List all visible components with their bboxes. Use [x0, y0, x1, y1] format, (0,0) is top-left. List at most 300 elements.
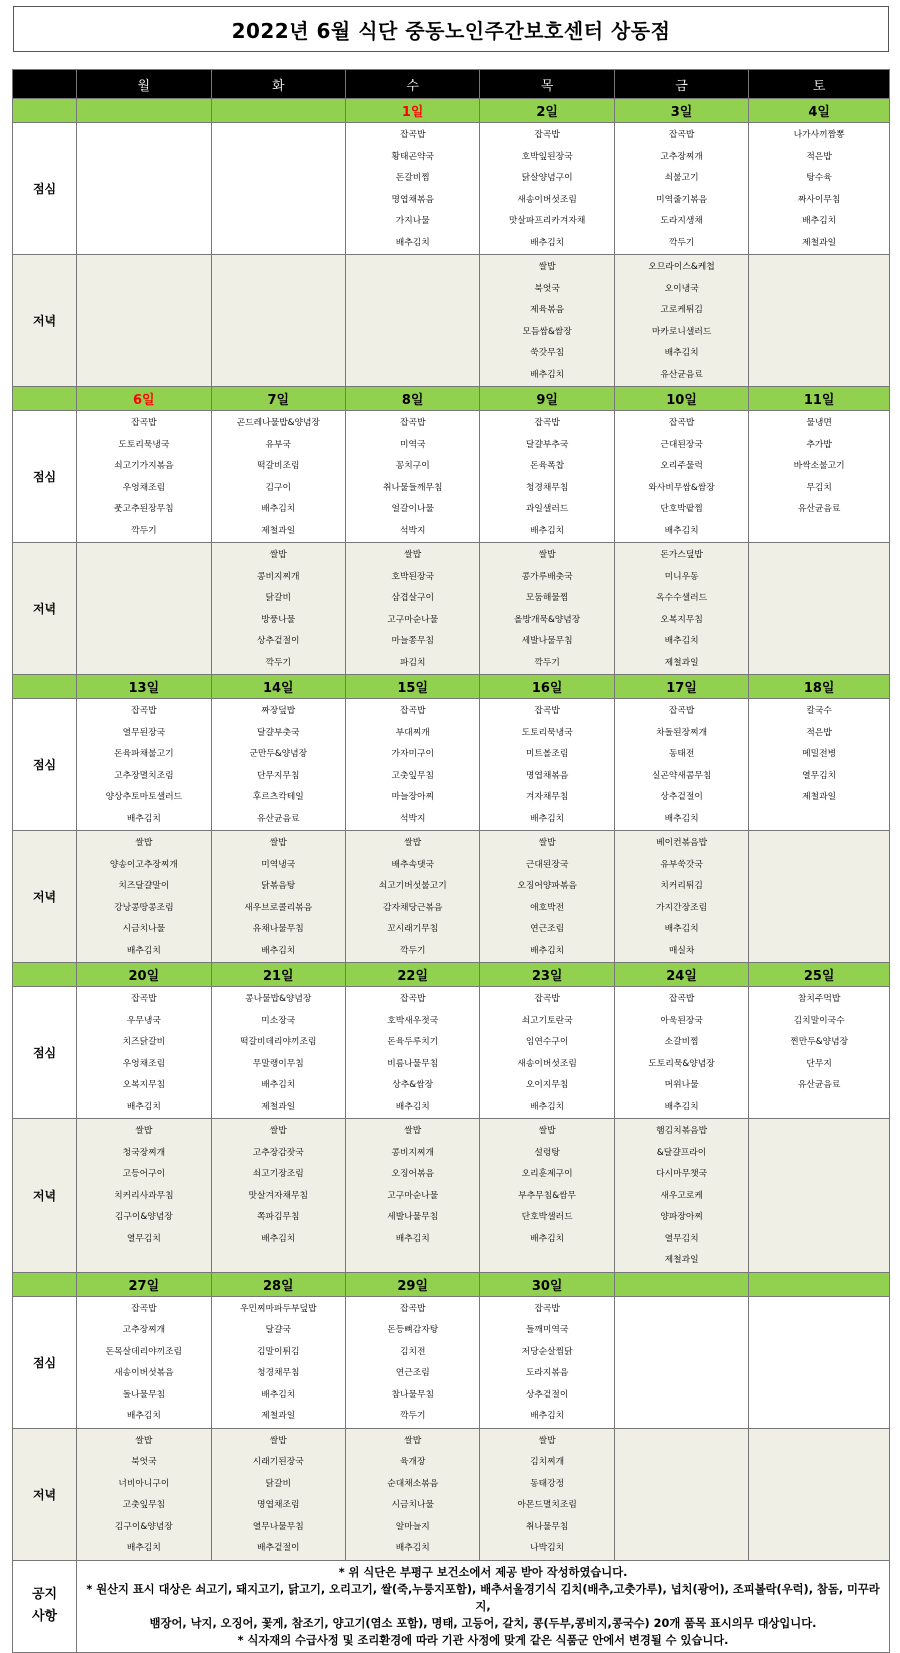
- menu-item-list: [480, 1429, 613, 1560]
- menu-item: 상추겉절이: [525, 1389, 569, 1400]
- menu-item: 맛살파프리카겨자채: [508, 216, 586, 226]
- menu-item: 고춧잎무침: [122, 1500, 166, 1510]
- menu-item: 참치주먹밥: [797, 994, 841, 1004]
- date-row: [13, 675, 890, 699]
- lunch-menu-cell: [614, 987, 748, 1119]
- menu-item: 도라지생채: [660, 216, 703, 226]
- dinner-menu-cell: [614, 255, 748, 387]
- menu-item: 탕수육: [806, 173, 832, 183]
- menu-item: 돈육두루치기: [387, 1037, 439, 1047]
- menu-item: 모둠해물찜: [525, 593, 569, 603]
- menu-item: 육개장: [399, 1457, 426, 1467]
- menu-item: 닭갈비: [265, 593, 292, 603]
- menu-item: 잡곡밥: [534, 994, 560, 1004]
- date-cell: 21일: [211, 963, 345, 987]
- menu-item: 올방개묵&양념장: [513, 614, 581, 625]
- menu-item: 잡곡밥: [399, 994, 426, 1004]
- menu-item: 삼겹살구이: [391, 593, 434, 603]
- dinner-menu-cell: [749, 543, 890, 675]
- dinner-menu-cell: [345, 255, 479, 387]
- menu-item: 꽁치구이: [395, 461, 430, 471]
- dinner-row: [13, 255, 890, 387]
- menu-item: 후르츠칵테일: [252, 792, 304, 802]
- date-cell: [749, 1272, 890, 1296]
- lunch-row: [13, 123, 890, 255]
- corner-cell: [13, 70, 77, 99]
- menu-item: 군만두&양념장: [249, 749, 308, 759]
- menu-item: 오이지무침: [525, 1080, 569, 1090]
- menu-item: 배추김치: [261, 504, 296, 514]
- lunch-row: [13, 411, 890, 543]
- lunch-menu-cell: [345, 123, 479, 255]
- menu-item: 깍두기: [399, 945, 426, 956]
- menu-item: 깍두기: [668, 237, 695, 248]
- menu-item: 쌀밥: [538, 262, 556, 272]
- menu-item: 고구마순나물: [387, 614, 439, 625]
- menu-item: 청경채무침: [257, 1368, 300, 1378]
- menu-item: 과일샐러드: [525, 504, 569, 514]
- menu-item: 쌀밥: [538, 550, 556, 560]
- menu-item: 달걀국: [265, 1325, 292, 1335]
- menu-item: 배추겉절이: [257, 1543, 300, 1553]
- menu-item: 취나물들깨무침: [382, 482, 443, 493]
- menu-item-list: [346, 411, 479, 542]
- lunch-menu-cell: [480, 411, 614, 543]
- menu-item: 쌀밥: [404, 1435, 422, 1446]
- menu-item-list: [77, 123, 210, 125]
- menu-item: 배추김치: [530, 525, 565, 536]
- menu-item-list: [212, 699, 345, 830]
- menu-item: 풋고추된장무침: [114, 504, 174, 514]
- menu-item-list: [749, 1297, 889, 1299]
- date-cell: 28일: [211, 1272, 345, 1296]
- menu-item: 오징어양파볶음: [517, 881, 577, 891]
- date-cell: 22일: [345, 963, 479, 987]
- meal-label: 저녁: [13, 543, 77, 675]
- menu-item-list: [615, 1429, 748, 1431]
- menu-item: 잡곡밥: [668, 994, 695, 1004]
- dinner-menu-cell: [614, 543, 748, 675]
- dinner-row: [13, 1119, 890, 1273]
- menu-item: 돈등뼈감자탕: [387, 1325, 439, 1335]
- menu-item: 배추김치: [126, 813, 161, 824]
- menu-item: 실곤약새콤무침: [651, 770, 712, 781]
- dinner-row: [13, 543, 890, 675]
- day-header: 수: [345, 70, 479, 99]
- menu-item: 명엽채조림: [257, 1500, 300, 1510]
- menu-item: 김치전: [399, 1346, 426, 1357]
- menu-table: [12, 69, 890, 1653]
- meal-label: 점심: [13, 123, 77, 255]
- menu-item: 시금치나물: [391, 1500, 434, 1510]
- date-cell: 8일: [345, 387, 479, 411]
- menu-item: 김말이튀김: [257, 1346, 300, 1357]
- menu-item: 미역국: [399, 439, 426, 450]
- menu-item: 호박된장국: [391, 571, 434, 582]
- menu-item: 배추김치: [664, 636, 699, 646]
- menu-item: 모듬쌈&쌈장: [522, 326, 572, 337]
- lunch-menu-cell: [345, 411, 479, 543]
- menu-item: 배추김치: [664, 813, 699, 824]
- dinner-menu-cell: [480, 543, 614, 675]
- menu-item: 배추김치: [261, 1233, 296, 1244]
- menu-item: 김구이&양념장: [114, 1521, 173, 1532]
- menu-item: 가지나물: [395, 216, 430, 226]
- lunch-menu-cell: [345, 699, 479, 831]
- menu-item: 호박잎된장국: [521, 151, 573, 162]
- menu-item: 도토리묵&양념장: [648, 1058, 715, 1069]
- menu-item: 깍두기: [131, 525, 157, 536]
- menu-item: 오복지무침: [122, 1080, 166, 1090]
- menu-item: 배추김치: [126, 1101, 161, 1112]
- menu-item: 참나물무침: [391, 1389, 434, 1400]
- menu-item: 제철과일: [664, 1255, 699, 1265]
- date-cell: 27일: [77, 1272, 211, 1296]
- menu-item: 새우브로콜리볶음: [244, 902, 313, 913]
- menu-item: 돈가스덮밥: [660, 550, 703, 560]
- menu-item-list: [77, 1119, 210, 1250]
- menu-item: 김구이: [265, 482, 292, 493]
- notice-line: * 위 식단은 부평구 보건소에서 제공 받아 작성하였습니다.: [338, 1565, 628, 1579]
- lunch-menu-cell: [614, 1296, 748, 1428]
- menu-item: 쌀밥: [135, 1126, 153, 1136]
- menu-item: 동태전: [668, 749, 695, 759]
- menu-item: 짜장덮밥: [261, 706, 296, 716]
- menu-item-list: [77, 255, 210, 257]
- page-title: 2022년 6월 식단 중동노인주간보호센터 상동점: [13, 6, 889, 52]
- menu-item: 유부국: [265, 439, 292, 450]
- menu-item: 강낭콩땅콩조림: [114, 902, 174, 913]
- menu-item-list: [346, 1297, 479, 1428]
- day-header: 목: [480, 70, 614, 99]
- lunch-menu-cell: [211, 123, 345, 255]
- menu-item: 콩비지찌개: [257, 571, 300, 582]
- menu-item: 쌀밥: [404, 1126, 422, 1136]
- menu-item: 명엽채볶음: [525, 770, 569, 781]
- menu-item: 제철과일: [261, 1411, 296, 1421]
- menu-item: 오이냉국: [664, 283, 699, 294]
- menu-item: 배추김치: [261, 1080, 296, 1090]
- menu-item-list: [212, 255, 345, 257]
- menu-item: 제육볶음: [530, 305, 565, 315]
- dinner-menu-cell: [345, 1428, 479, 1560]
- menu-item-list: [749, 1119, 889, 1121]
- menu-item: 옥수수샐러드: [656, 593, 708, 603]
- date-cell: 2일: [480, 99, 614, 123]
- lunch-menu-cell: [345, 1296, 479, 1428]
- dinner-menu-cell: [211, 1428, 345, 1560]
- menu-item: 다시마무챗국: [656, 1169, 708, 1179]
- lunch-menu-cell: [480, 987, 614, 1119]
- menu-item: 쌀밥: [135, 838, 153, 848]
- menu-item: 쌀밥: [404, 838, 422, 848]
- menu-item-list: [749, 255, 889, 257]
- menu-item: 닭살양념구이: [521, 173, 573, 183]
- menu-item: 석박지: [399, 525, 426, 536]
- meal-label: 저녁: [13, 255, 77, 387]
- date-cell: 23일: [480, 963, 614, 987]
- menu-item: 얼갈이나물: [391, 504, 434, 514]
- menu-item: 아몬드멸치조림: [517, 1500, 577, 1510]
- menu-item-list: [212, 1297, 345, 1428]
- menu-item: 잡곡밥: [131, 994, 157, 1004]
- menu-item: 새송이버섯조림: [517, 1058, 577, 1069]
- menu-item: 쌀밥: [269, 838, 287, 848]
- menu-item: 유산균음료: [257, 813, 300, 824]
- dinner-menu-cell: [614, 1428, 748, 1560]
- menu-item: 시래기된장국: [252, 1457, 304, 1467]
- menu-item: 쇠고기토란국: [521, 1015, 573, 1026]
- day-header: 금: [614, 70, 748, 99]
- menu-item: 돈육파채불고기: [114, 749, 174, 759]
- menu-item-list: [346, 1429, 479, 1560]
- menu-item: 나가사끼짬뽕: [793, 130, 845, 140]
- menu-item: 고추장멸치조림: [114, 770, 174, 781]
- menu-item: 짜사이무침: [797, 194, 841, 205]
- menu-item: 잡곡밥: [131, 1303, 157, 1314]
- menu-item: 쇠고기가지볶음: [114, 461, 174, 471]
- menu-item: 오복지무침: [660, 614, 703, 625]
- date-cell: 13일: [77, 675, 211, 699]
- menu-item: 적은밥: [806, 727, 832, 738]
- menu-item: 치즈달걀말이: [118, 881, 170, 891]
- menu-item: 새우고로케: [660, 1190, 703, 1201]
- menu-item: 제철과일: [802, 237, 837, 248]
- menu-item-list: [480, 411, 613, 542]
- menu-item: 근대된장국: [660, 439, 703, 450]
- menu-item: 콩비지찌개: [391, 1147, 434, 1158]
- menu-item: 청국장찌개: [122, 1147, 166, 1158]
- menu-item: 연근조림: [530, 924, 565, 934]
- menu-item-list: [615, 831, 748, 962]
- menu-item-list: [346, 699, 479, 830]
- menu-item: 고추장찌개: [122, 1325, 166, 1335]
- menu-item: 단무지: [806, 1058, 832, 1069]
- notice-line: * 원산지 표시 대상은 쇠고기, 돼지고기, 닭고기, 오리고기, 쌀(죽,누룽지포함), 배추서울경기식 김치(배추,고춧가루), 넙치(광어), 조피볼락(우럭), 참돔, 미꾸라지,: [86, 1582, 880, 1613]
- menu-item: 고구마순나물: [387, 1190, 439, 1201]
- menu-item-list: [749, 831, 889, 833]
- date-cell: 14일: [211, 675, 345, 699]
- meal-label: 점심: [13, 411, 77, 543]
- lunch-menu-cell: [614, 699, 748, 831]
- menu-item: 북엇국: [534, 283, 560, 294]
- menu-item: 유부쑥갓국: [660, 859, 703, 870]
- menu-item: 저당순살찜닭: [521, 1346, 573, 1357]
- date-cell: 30일: [480, 1272, 614, 1296]
- menu-item: 배추김치: [261, 1389, 296, 1400]
- menu-item: 배추김치: [802, 216, 837, 226]
- menu-item: 양상추토마토샐러드: [105, 792, 183, 802]
- menu-item-list: [346, 123, 479, 254]
- menu-item: 배추김치: [126, 1543, 161, 1553]
- meal-label: 저녁: [13, 1119, 77, 1273]
- dinner-row: [13, 831, 890, 963]
- menu-item: 깍두기: [399, 1411, 426, 1421]
- date-row: [13, 1272, 890, 1296]
- menu-item: 고로케튀김: [660, 305, 703, 315]
- menu-item: 잡곡밥: [399, 418, 426, 428]
- menu-item: 너비아니구이: [118, 1478, 170, 1489]
- lunch-row: [13, 987, 890, 1119]
- date-corner-cell: [13, 675, 77, 699]
- menu-item: 임연수구이: [525, 1037, 569, 1047]
- menu-item: 달걀부추국: [525, 439, 569, 450]
- date-cell: 6일: [77, 387, 211, 411]
- date-corner-cell: [13, 1272, 77, 1296]
- menu-item: 꼬시래기무침: [387, 924, 439, 934]
- menu-item: 양파장아찌: [660, 1212, 703, 1222]
- lunch-menu-cell: [614, 411, 748, 543]
- menu-item: 배추김치: [530, 1411, 565, 1421]
- date-row: [13, 99, 890, 123]
- menu-item-list: [749, 987, 889, 1097]
- menu-item: 잡곡밥: [534, 130, 560, 140]
- menu-item: 떡갈비데리야끼조림: [240, 1037, 317, 1047]
- menu-item: 배추김치: [395, 237, 430, 248]
- menu-item: 오리훈제구이: [521, 1169, 573, 1179]
- menu-item: 고추장찌개: [660, 151, 703, 162]
- menu-item: 아욱된장국: [660, 1015, 703, 1026]
- date-cell: 24일: [614, 963, 748, 987]
- menu-item: 치즈닭갈비: [122, 1037, 166, 1047]
- dinner-row: [13, 1428, 890, 1560]
- menu-item: 김구이&양념장: [114, 1212, 173, 1222]
- menu-item: 우민찌마파두부덮밥: [240, 1303, 317, 1314]
- menu-item: 치커리튀김: [660, 881, 703, 891]
- menu-item: 바싹소불고기: [793, 461, 845, 471]
- dinner-menu-cell: [614, 1119, 748, 1273]
- date-cell: 11일: [749, 387, 890, 411]
- menu-item: 유채나물무침: [252, 924, 304, 934]
- menu-item: 떡갈비조림: [257, 461, 300, 471]
- menu-item: 들깨미역국: [525, 1325, 569, 1335]
- menu-item: 쪽파김무침: [257, 1212, 300, 1222]
- menu-item: 배추김치: [664, 924, 699, 934]
- menu-item-list: [615, 411, 748, 542]
- menu-item: 쌀밥: [269, 550, 287, 560]
- menu-item-list: [346, 1119, 479, 1250]
- menu-item: 열무김치: [664, 1233, 699, 1244]
- meal-label: 점심: [13, 1296, 77, 1428]
- menu-item-list: [480, 987, 613, 1118]
- menu-item: 배추김치: [530, 369, 565, 380]
- menu-item: 배추김치: [395, 1543, 430, 1553]
- menu-item: 베이컨볶음밥: [656, 838, 708, 848]
- lunch-menu-cell: [749, 699, 890, 831]
- menu-item: 우무냉국: [126, 1015, 161, 1026]
- day-header: 월: [77, 70, 211, 99]
- menu-item: 배추김치: [395, 1101, 430, 1112]
- menu-item: 메밀전병: [802, 749, 837, 759]
- date-cell: [614, 1272, 748, 1296]
- menu-item: 배추김치: [126, 1411, 161, 1421]
- menu-item: 미니우동: [664, 571, 699, 582]
- notice-line: 뱀장어, 낙지, 오징어, 꽃게, 참조기, 양고기(염소 포함), 명태, 고등어, 갈치, 콩(두부,콩비지,콩국수) 20개 품목 표시의무 대상입니다.: [149, 1616, 817, 1630]
- menu-item: 고춧잎무침: [391, 770, 434, 781]
- menu-item-list: [212, 831, 345, 962]
- menu-item: 석박지: [399, 813, 426, 824]
- menu-item-list: [615, 255, 748, 386]
- menu-item-list: [77, 831, 210, 962]
- menu-item-list: [77, 1429, 210, 1560]
- menu-item: 단호박팥찜: [660, 504, 703, 514]
- menu-item: 제철과일: [261, 525, 296, 536]
- lunch-menu-cell: [480, 699, 614, 831]
- lunch-menu-cell: [614, 123, 748, 255]
- menu-item: 배추김치: [530, 1101, 565, 1112]
- date-cell: 3일: [614, 99, 748, 123]
- date-cell: 10일: [614, 387, 748, 411]
- date-cell: [211, 99, 345, 123]
- menu-item: 콩나물밥&양념장: [245, 994, 312, 1004]
- menu-item: 쇠고기장조림: [252, 1169, 304, 1179]
- menu-item: 연근조림: [395, 1368, 430, 1378]
- menu-item: 북엇국: [131, 1457, 157, 1467]
- menu-item: 우엉채조림: [122, 1058, 166, 1069]
- menu-item: 잡곡밥: [668, 130, 695, 140]
- menu-item: 오징어볶음: [391, 1169, 434, 1179]
- menu-item: 순대채소볶음: [387, 1478, 439, 1489]
- date-cell: 29일: [345, 1272, 479, 1296]
- menu-item: 쌀밥: [135, 1435, 153, 1446]
- menu-item: 고등어구이: [122, 1169, 166, 1179]
- menu-item-list: [615, 699, 748, 830]
- menu-item-list: [480, 831, 613, 962]
- menu-item-list: [480, 123, 613, 254]
- menu-item-list: [480, 1119, 613, 1250]
- notice-label: [13, 1560, 77, 1652]
- menu-item: 잡곡밥: [131, 706, 157, 716]
- lunch-menu-cell: [77, 699, 211, 831]
- dinner-menu-cell: [77, 255, 211, 387]
- lunch-menu-cell: [749, 123, 890, 255]
- menu-item: 적은밥: [806, 151, 832, 162]
- lunch-menu-cell: [749, 1296, 890, 1428]
- menu-item: 배추김치: [126, 945, 161, 956]
- menu-item: 유산균음료: [797, 504, 841, 514]
- date-row: [13, 387, 890, 411]
- menu-item: 가자미구이: [391, 749, 434, 759]
- menu-item: 제철과일: [261, 1101, 296, 1112]
- menu-item-list: [749, 1429, 889, 1431]
- menu-item-list: [615, 1119, 748, 1272]
- menu-item: 쇠불고기: [664, 173, 699, 183]
- lunch-menu-cell: [77, 123, 211, 255]
- menu-item: 잡곡밥: [534, 418, 560, 428]
- menu-item-list: [77, 543, 210, 545]
- menu-item: 애호박전: [530, 902, 565, 913]
- date-cell: 17일: [614, 675, 748, 699]
- dinner-menu-cell: [77, 543, 211, 675]
- menu-item: 김치말이국수: [793, 1015, 845, 1026]
- menu-item: 물냉면: [806, 418, 832, 428]
- menu-item: 새송이버섯볶음: [114, 1368, 174, 1378]
- menu-item: 상추겉절이: [660, 792, 703, 802]
- notice-label-line: 사항: [31, 1609, 58, 1624]
- menu-item: 쇠고기버섯불고기: [378, 881, 447, 891]
- menu-item-list: [480, 1297, 613, 1428]
- menu-item: 돌나물무침: [122, 1389, 166, 1400]
- menu-item: 우엉채조림: [122, 482, 166, 493]
- menu-item-list: [212, 543, 345, 674]
- menu-item: 동태강정: [530, 1478, 565, 1489]
- menu-item: 배추김치: [530, 945, 565, 956]
- lunch-row: [13, 699, 890, 831]
- menu-item: 제철과일: [664, 657, 699, 668]
- menu-item: 배추김치: [664, 348, 699, 358]
- menu-item: 쌀밥: [538, 1126, 556, 1136]
- menu-item: 배추김치: [530, 1233, 565, 1244]
